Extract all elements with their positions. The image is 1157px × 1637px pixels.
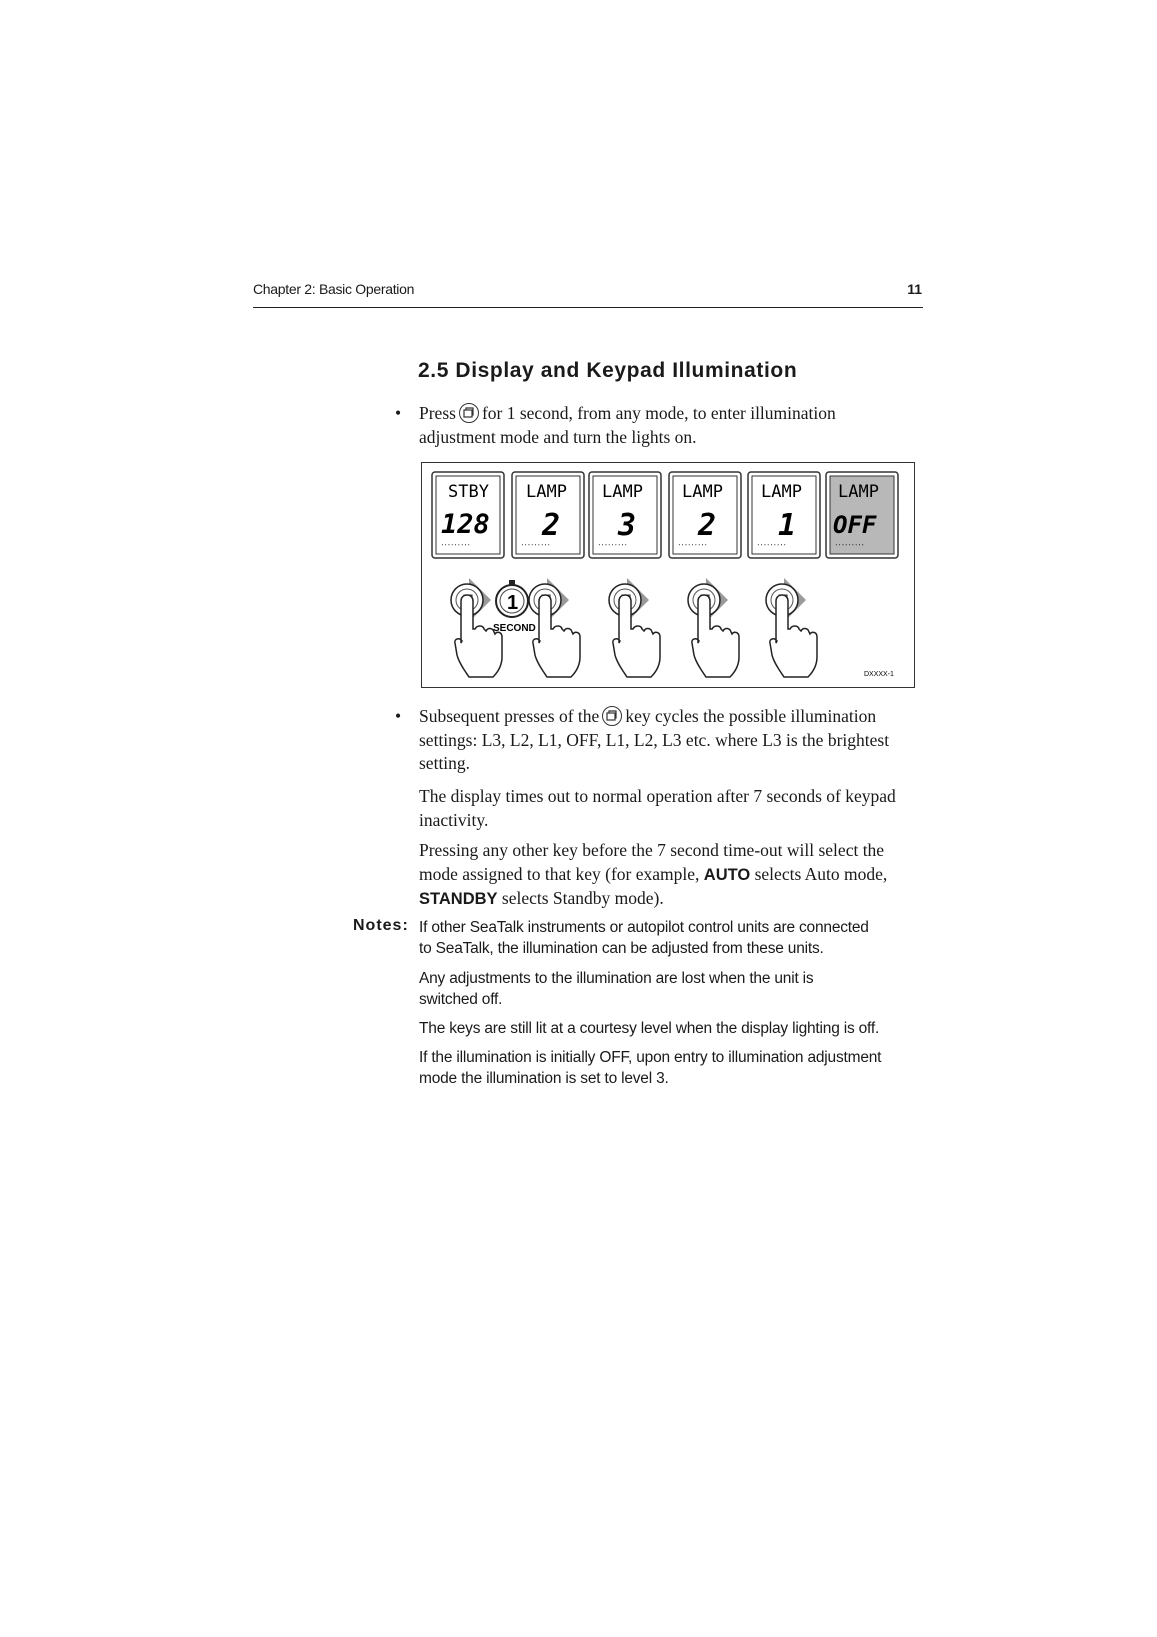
- header-divider: [253, 307, 923, 308]
- lcd-scale: ᐧᐧᐧᐧᐧᐧᐧᐧᐧ: [678, 540, 708, 550]
- text-press: Press: [419, 403, 456, 423]
- note-line: Any adjustments to the illumination are lost when the unit is: [419, 970, 814, 987]
- lcd-panel-lamp-1: [748, 472, 820, 558]
- lcd-lamp-value: 1: [778, 508, 797, 543]
- text-subsequent: Subsequent presses of the: [419, 706, 600, 726]
- text-press-duration: for 1 second, from any mode, to enter illumination: [481, 403, 836, 423]
- note-line: If the illumination is initially OFF, upon entry to illumination adjustment: [419, 1049, 882, 1066]
- lcd-mode-label: LAMP: [682, 482, 723, 502]
- lcd-lamp-value: OFF: [833, 511, 877, 539]
- standby-key-label: STANDBY: [419, 890, 498, 908]
- lcd-panel-lamp-off: [826, 472, 898, 558]
- note-item: [419, 968, 931, 1010]
- illumination-sequence-figure: [421, 462, 915, 688]
- chapter-heading: Chapter 2: Basic Operation: [253, 281, 415, 297]
- lcd-panel-lamp-2b: [669, 472, 741, 558]
- note-line: The keys are still lit at a courtesy level when the display lighting is off.: [419, 1020, 880, 1037]
- paragraph-press-instruction: [419, 402, 929, 449]
- lcd-panel-standby: [432, 472, 504, 558]
- text-line: Pressing any other key before the 7 second time-out will select the: [419, 840, 885, 860]
- lcd-mode-label: LAMP: [838, 482, 879, 502]
- text-press-line2: adjustment mode and turn the lights on.: [419, 426, 697, 447]
- note-line: mode the illumination is set to level 3.: [419, 1070, 669, 1087]
- paragraph-timeout: [419, 785, 929, 832]
- timer-number: 1: [507, 592, 519, 614]
- lcd-mode-label: LAMP: [761, 482, 802, 502]
- auto-key-label: AUTO: [703, 865, 751, 884]
- lcd-mode-label: LAMP: [526, 482, 567, 502]
- note-item: [419, 1047, 931, 1089]
- text-setting-end: setting.: [419, 753, 471, 773]
- figure-id: DXXXX-1: [864, 671, 894, 678]
- lcd-lamp-value: 2: [542, 508, 561, 543]
- illumination-key-icon: [602, 706, 622, 726]
- bullet-marker: •: [395, 403, 402, 423]
- lcd-scale: ᐧᐧᐧᐧᐧᐧᐧᐧᐧ: [598, 540, 628, 550]
- text-line: selects Standby mode).: [501, 888, 664, 908]
- note-line: switched off.: [419, 991, 503, 1008]
- paragraph-other-key: [419, 839, 929, 912]
- text-line: selects Auto mode,: [754, 863, 888, 884]
- bullet-marker: •: [395, 706, 402, 726]
- text-line: inactivity.: [419, 809, 489, 830]
- note-item: [419, 917, 931, 959]
- notes-label: Notes:: [353, 917, 409, 934]
- lcd-lamp-value: 3: [618, 508, 637, 543]
- note-item: [419, 1018, 931, 1039]
- lcd-panel-lamp-2: [512, 472, 584, 558]
- note-line: to SeaTalk, the illumination can be adjusted from these units.: [419, 940, 824, 957]
- page-number: 11: [907, 281, 922, 297]
- lcd-panel-lamp-3: [589, 472, 661, 558]
- lcd-lamp-value: 2: [698, 508, 717, 543]
- lcd-mode-label: LAMP: [602, 482, 643, 502]
- lcd-heading-value: 128: [441, 509, 490, 540]
- text-settings: settings: L3, L2, L1, OFF, L1, L2, L3 etc. where L3 is the brightest: [419, 729, 890, 750]
- paragraph-subsequent-presses: [419, 705, 929, 776]
- lcd-scale: ᐧᐧᐧᐧᐧᐧᐧᐧᐧ: [521, 540, 551, 550]
- illumination-key-icon: [459, 403, 479, 423]
- stopwatch-icon: [493, 580, 536, 634]
- lcd-scale: ᐧᐧᐧᐧᐧᐧᐧᐧᐧ: [441, 540, 471, 550]
- section-title: 2.5 Display and Keypad Illumination: [418, 359, 798, 382]
- lcd-scale: ᐧᐧᐧᐧᐧᐧᐧᐧᐧ: [835, 540, 865, 550]
- timer-label: SECOND: [493, 623, 536, 634]
- text-line: The display times out to normal operation after 7 seconds of keypad: [419, 786, 896, 806]
- text-line: mode assigned to that key (for example,: [419, 863, 700, 884]
- lcd-mode-label: STBY: [448, 482, 489, 502]
- note-line: If other SeaTalk instruments or autopilot control units are connected: [419, 919, 869, 936]
- lcd-scale: ᐧᐧᐧᐧᐧᐧᐧᐧᐧ: [757, 540, 787, 550]
- text-key-cycles: key cycles the possible illumination: [625, 706, 877, 726]
